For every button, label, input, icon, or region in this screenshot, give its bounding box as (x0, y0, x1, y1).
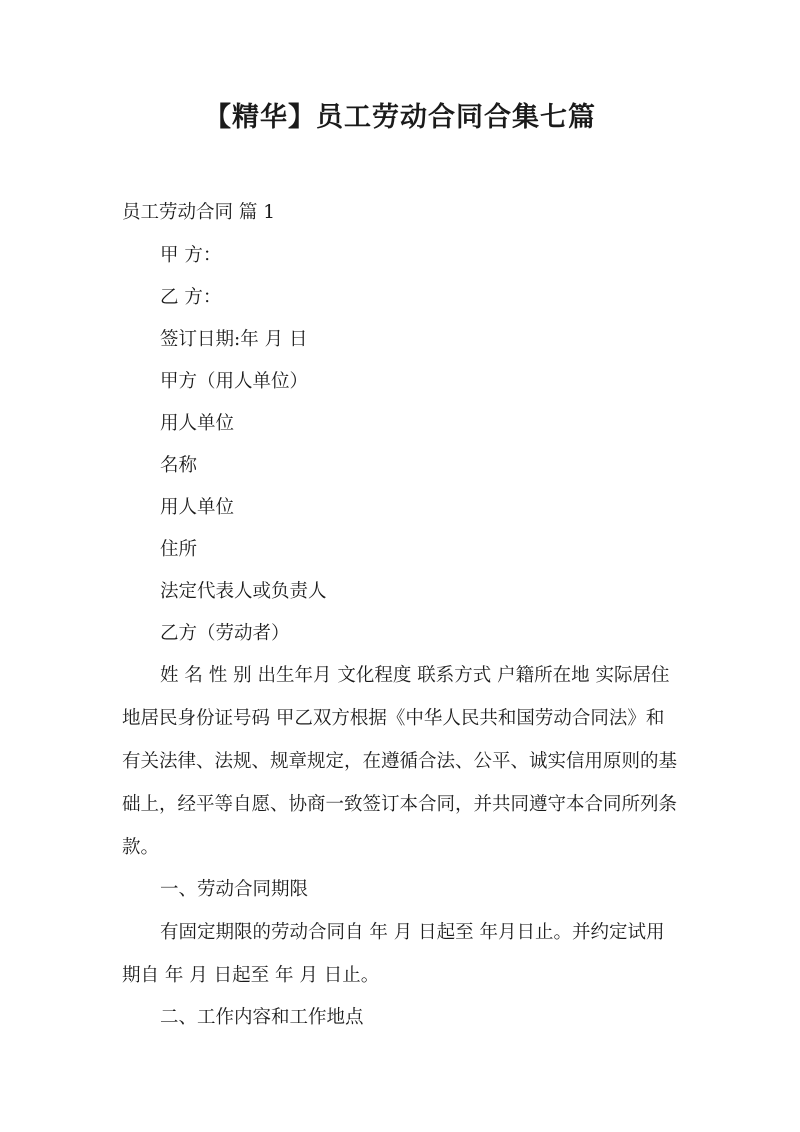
name-label-line: 名称 (160, 455, 198, 476)
employer-label-line-2: 用人单位 (160, 497, 235, 518)
legal-rep-line: 法定代表人或负责人 (160, 581, 327, 602)
sign-date-line: 签订日期:年 月 日 (160, 329, 308, 350)
party-b-line: 乙 方： (160, 287, 222, 308)
clause-1-heading: 一、劳动合同期限 (160, 879, 309, 900)
address-label-line: 住所 (160, 539, 198, 560)
party-a-line: 甲 方： (160, 245, 222, 266)
clause-2-heading: 二、工作内容和工作地点 (160, 1007, 364, 1028)
paragraph-1-row-4: 础上，经平等自愿、协商一致签订本合同，并共同遵守本合同所列条 (122, 794, 678, 815)
clause-1-body-row-1: 有固定期限的劳动合同自 年 月 日起至 年月日止。并约定试用 (160, 922, 665, 943)
party-b-worker-line: 乙方（劳动者） (160, 623, 290, 644)
party-a-employer-line: 甲方（用人单位） (160, 371, 309, 392)
paragraph-1-row-2: 地居民身份证号码 甲乙双方根据《中华人民共和国劳动合同法》和 (122, 708, 665, 729)
section-heading: 员工劳动合同 篇 1 (122, 202, 276, 223)
paragraph-1-row-3: 有关法律、法规、规章规定，在遵循合法、公平、诚实信用原则的基 (122, 751, 678, 772)
employer-label-line: 用人单位 (160, 413, 235, 434)
document-title: 【精华】员工劳动合同合集七篇 (204, 102, 596, 133)
paragraph-1-row-5: 款。 (122, 837, 160, 858)
paragraph-1-row-1: 姓 名 性 别 出生年月 文化程度 联系方式 户籍所在地 实际居住 (160, 665, 670, 686)
clause-1-body-row-2: 期自 年 月 日起至 年 月 日止。 (122, 965, 380, 986)
